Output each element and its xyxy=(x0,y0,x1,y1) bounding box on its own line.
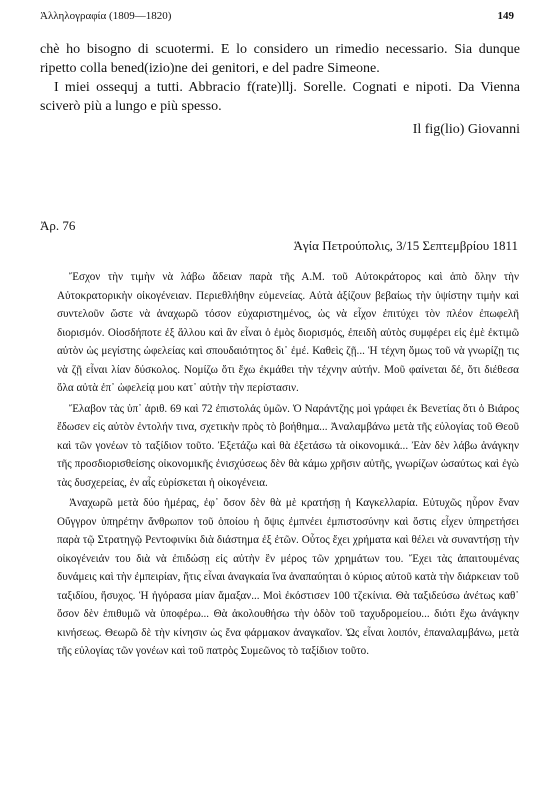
running-title: Ἀλληλογραφία (1809—1820) xyxy=(40,10,172,22)
page-number: 149 xyxy=(497,10,514,22)
italian-paragraph: I miei ossequj a tutti. Abbracio f(rate)llj. Sorelle. Cognati e nipoti. Da Vienna sciverò più a lungo e più spesso. xyxy=(40,80,520,114)
letter-place-date: Ἁγία Πετρούπολις, 3/15 Σεπτεμβρίου 1811 xyxy=(293,238,518,253)
italian-paragraph: chè ho bisogno di scuotermi. E lo considero un rimedio necessario. Sia dunque ripetto colla bened(izio)ne dei genitori, e del padre Simeone. xyxy=(40,42,520,76)
greek-paragraph: Ἀναχωρῶ μετὰ δύο ἡμέρας, ἐφ᾽ ὅσον δὲν θὰ μὲ κρατήσῃ ἡ Καγκελλαρία. Εὐτυχῶς ηὗρον ἕναν Οὔγγρον ὑπηρέτην ἄνθρωπον τοῦ ὁποίου ἡ ὄψις ἐμπνέει ἐμπιστοσύνην καὶ ὅστις εἶχεν ὑπηρετήσει παρὰ τῷ Στρατηγῷ Ρεντοφινίκι διὰ διάστημα ἐξ ἐτῶν. Οὗτος ἔχει χρήματα καὶ θέλει νὰ συναντήσῃ τὴν οἰκογένειάν του διὰ νὰ ἐπιδώσῃ εἰς αὐτὴν ἓν μέρος τῶν χρημάτων του. Ἔχει τὰς ἀπαιτουμένας δυνάμεις καὶ τὴν ἐμπειρίαν, ἥτις εἶναι ἀναγκαία ἵνα ἀναπαύηται ὁ κύριος αὐτοῦ κατὰ τὴν διάρκειαν τοῦ ταξιδίου, ἥσυχος. Ἡ ἠγόρασα μίαν ἅμαξαν... Μοὶ ἐκόστισεν 100 τζεκίνια. Θὰ ταξιδεύσω ἀνέτως καθ᾽ ὅσον δὲν ἐπιθυμῶ νὰ ὑποφέρω... Θὰ ἀκολουθήσω τὴν ὁδὸν τοῦ ταχυδρομείου... διότι ἔχω ἀνάγκην κινήσεως. Θεωρῶ δὲ τὴν κίνησιν ὡς ἕνα φάρμακον ἀναγκαῖον. Ὡς εἶναι λοιπόν, ἐπαναλαμβάνω, μετὰ τῆς εὐλογίας τῶν γονέων καὶ τοῦ πατρὸς Συμεῶνος τὸ ταξίδιον τοῦτο. xyxy=(57,497,519,657)
letter-number: Ἀρ. 76 xyxy=(40,218,76,233)
letter-heading xyxy=(40,218,518,254)
greek-letter-body xyxy=(57,268,519,663)
greek-paragraph: Ἔσχον τὴν τιμὴν νὰ λάβω ἄδειαν παρὰ τῆς Α.Μ. τοῦ Αὐτοκράτορος καὶ ἀπὸ ὅλην τὴν Αὐτοκρατορικὴν οἰκογένειαν. Περιεθλήθην εὐμενείας. Αὐτὰ ἀξίζουν βεβαίως τὴν ὑψίστην τιμὴν καὶ συντελοῦν ὥστε νὰ ἀναχωρῶ τόσον εὐχαριστημένος, ὡς νὰ εἶχον ἐπιτύχει τὸν πλέον ἐπωφελῆ διορισμόν. Οἱοσδήποτε ἐξ ἄλλου καὶ ἂν εἶναι ὁ ἐμὸς διορισμός, ἐπειδὴ αὐτὸς συμφέρει εἰς ἐμὲ ἐκτιμῶ αὐτὸν ὡς μεγίστης ὠφελείας καὶ σπουδαιότητος δι᾽ ἐμέ. Καθεὶς ζῇ... Ἡ τέχνη ὅμως τοῦ νὰ γνωρίζῃ τις νὰ ζῇ εἶναι λίαν δύσκολος. Νομίζω ὅτι ἔχω ἐκμάθει τὴν τέχνην αὐτήν. Μοῦ φαίνεται δέ, ὅτι διέθεσα ὅλα αὐτὰ ἐπ᾽ ὠφελείᾳ μου κατ᾽ αὐτὴν τὴν περίστασιν. xyxy=(57,271,519,394)
signature: Il fig(lio) Giovanni xyxy=(412,122,520,137)
greek-paragraph: Ἔλαβον τὰς ὑπ᾽ ἀριθ. 69 καὶ 72 ἐπιστολάς ὑμῶν. Ὁ Ναράντζης μοὶ γράφει ἐκ Βενετίας ὅτι ὁ Βιάρος ἔδωσεν εἰς αὐτὸν ἐντολήν τινα, σχετικὴν πρὸς τὸ βοήθημα... Ἀναλαμβάνω μετὰ τῆς εὐλογίας τοῦ Θεοῦ καὶ τῶν γονέων τὸ ταξίδιον τοῦτο. Ἐξετάζω καὶ θὰ ἐξετάσω τὰ οἰκονομικά... Ἐὰν δὲν λάβω ἀνάγκην τῆς προσδιορισθείσης οἰκονομικῆς ἐνισχύσεως δὲν θὰ κάμω χρῆσιν αὐτῆς, γνωρίζων ὡσαύτως καὶ ἐγὼ τὰς δυσχερείας, ἐν αἷς εὑρίσκεται ἡ οἰκογένεια. xyxy=(57,402,519,489)
italian-letter-ending xyxy=(40,40,520,139)
running-header xyxy=(40,10,514,22)
